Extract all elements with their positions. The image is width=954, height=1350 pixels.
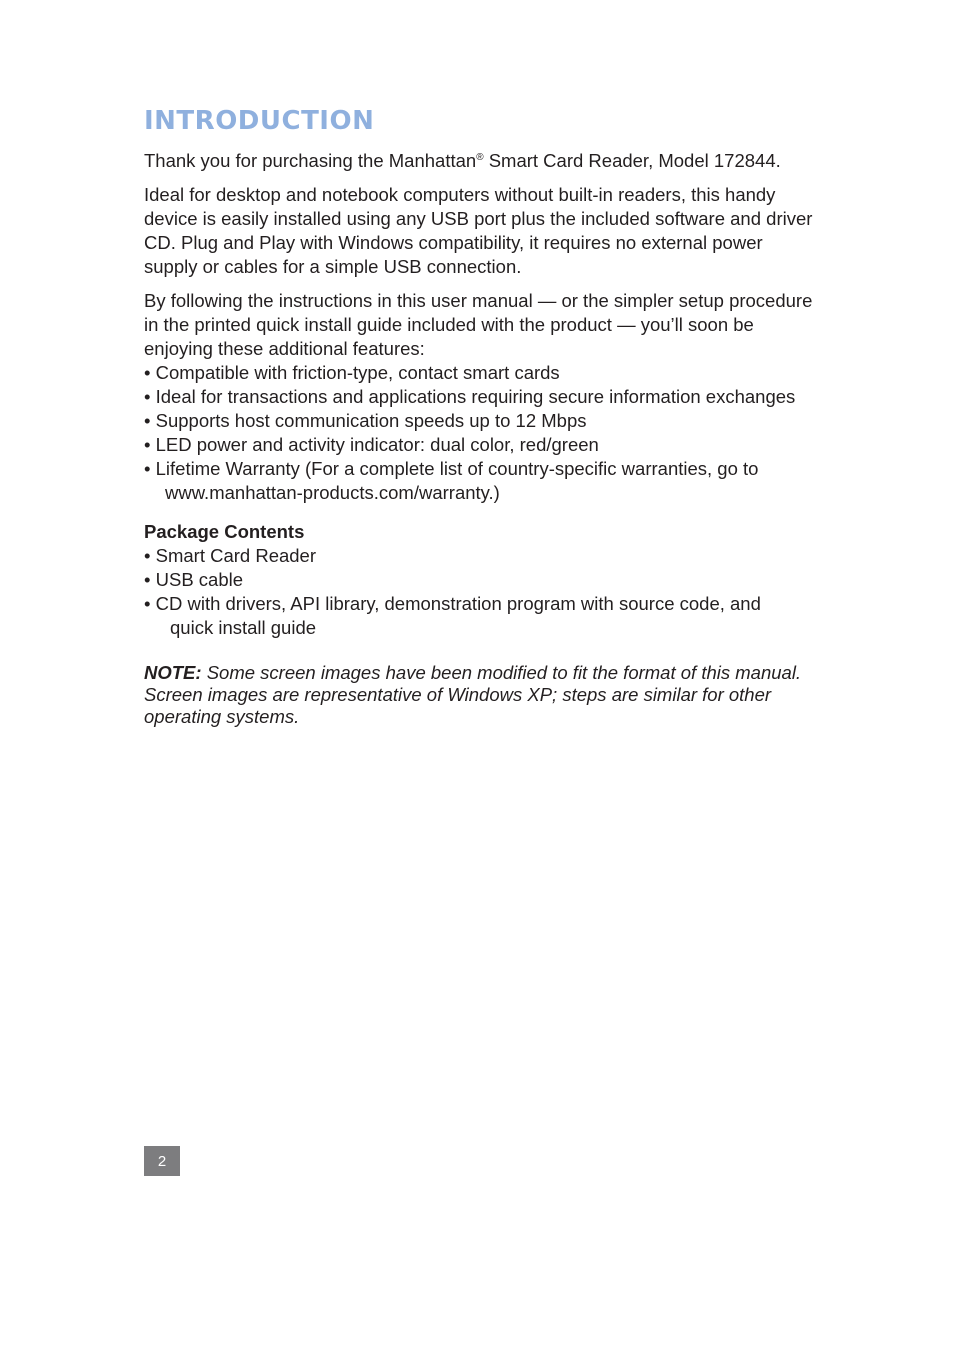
page-number-badge <box>144 1146 180 1176</box>
description-paragraph <box>144 183 812 279</box>
intro-text-end: Smart Card Reader, Model 172844. <box>483 150 781 171</box>
paragraph-line: Ideal for desktop and notebook computers without built-in readers, this handy <box>144 184 776 205</box>
feature-item: • Compatible with friction-type, contact smart cards <box>144 362 560 383</box>
features-intro-paragraph <box>144 289 812 505</box>
package-item: • Smart Card Reader <box>144 545 317 566</box>
section-heading: INTRODUCTION <box>144 106 375 136</box>
page-number: 2 <box>157 1152 167 1170</box>
note-line: Screen images are representative of Windows XP; steps are similar for other <box>144 684 772 705</box>
registered-mark: ® <box>476 152 484 163</box>
feature-item-continuation: www.manhattan-products.com/warranty.) <box>165 482 500 503</box>
intro-paragraph <box>144 149 781 173</box>
note-line: operating systems. <box>144 706 300 727</box>
package-item-continuation: quick install guide <box>170 617 317 638</box>
feature-item: • Supports host communication speeds up to 12 Mbps <box>144 410 587 431</box>
package-item: • USB cable <box>144 569 244 590</box>
feature-item: • Ideal for transactions and applications requiring secure information exchanges <box>144 386 796 407</box>
paragraph-line: device is easily installed using any USB port plus the included software and driver <box>144 208 813 229</box>
package-contents-title: Package Contents <box>144 521 305 542</box>
package-item: • CD with drivers, API library, demonstration program with source code, and <box>144 593 761 614</box>
feature-item: • LED power and activity indicator: dual color, red/green <box>144 434 599 455</box>
note-label: NOTE: <box>144 662 202 683</box>
note-paragraph <box>144 662 801 728</box>
intro-text: Thank you for purchasing the Manhattan <box>144 150 477 171</box>
paragraph-line: supply or cables for a simple USB connection. <box>144 256 522 277</box>
paragraph-line: By following the instructions in this user manual — or the simpler setup procedure <box>144 290 813 311</box>
note-line: Some screen images have been modified to fit the format of this manual. <box>201 662 802 683</box>
package-contents <box>144 520 761 640</box>
paragraph-line: CD. Plug and Play with Windows compatibility, it requires no external power <box>144 232 763 253</box>
paragraph-line: in the printed quick install guide included with the product — you’ll soon be <box>144 314 754 335</box>
paragraph-line: enjoying these additional features: <box>144 338 425 359</box>
feature-item: • Lifetime Warranty (For a complete list of country-specific warranties, go to <box>144 458 759 479</box>
